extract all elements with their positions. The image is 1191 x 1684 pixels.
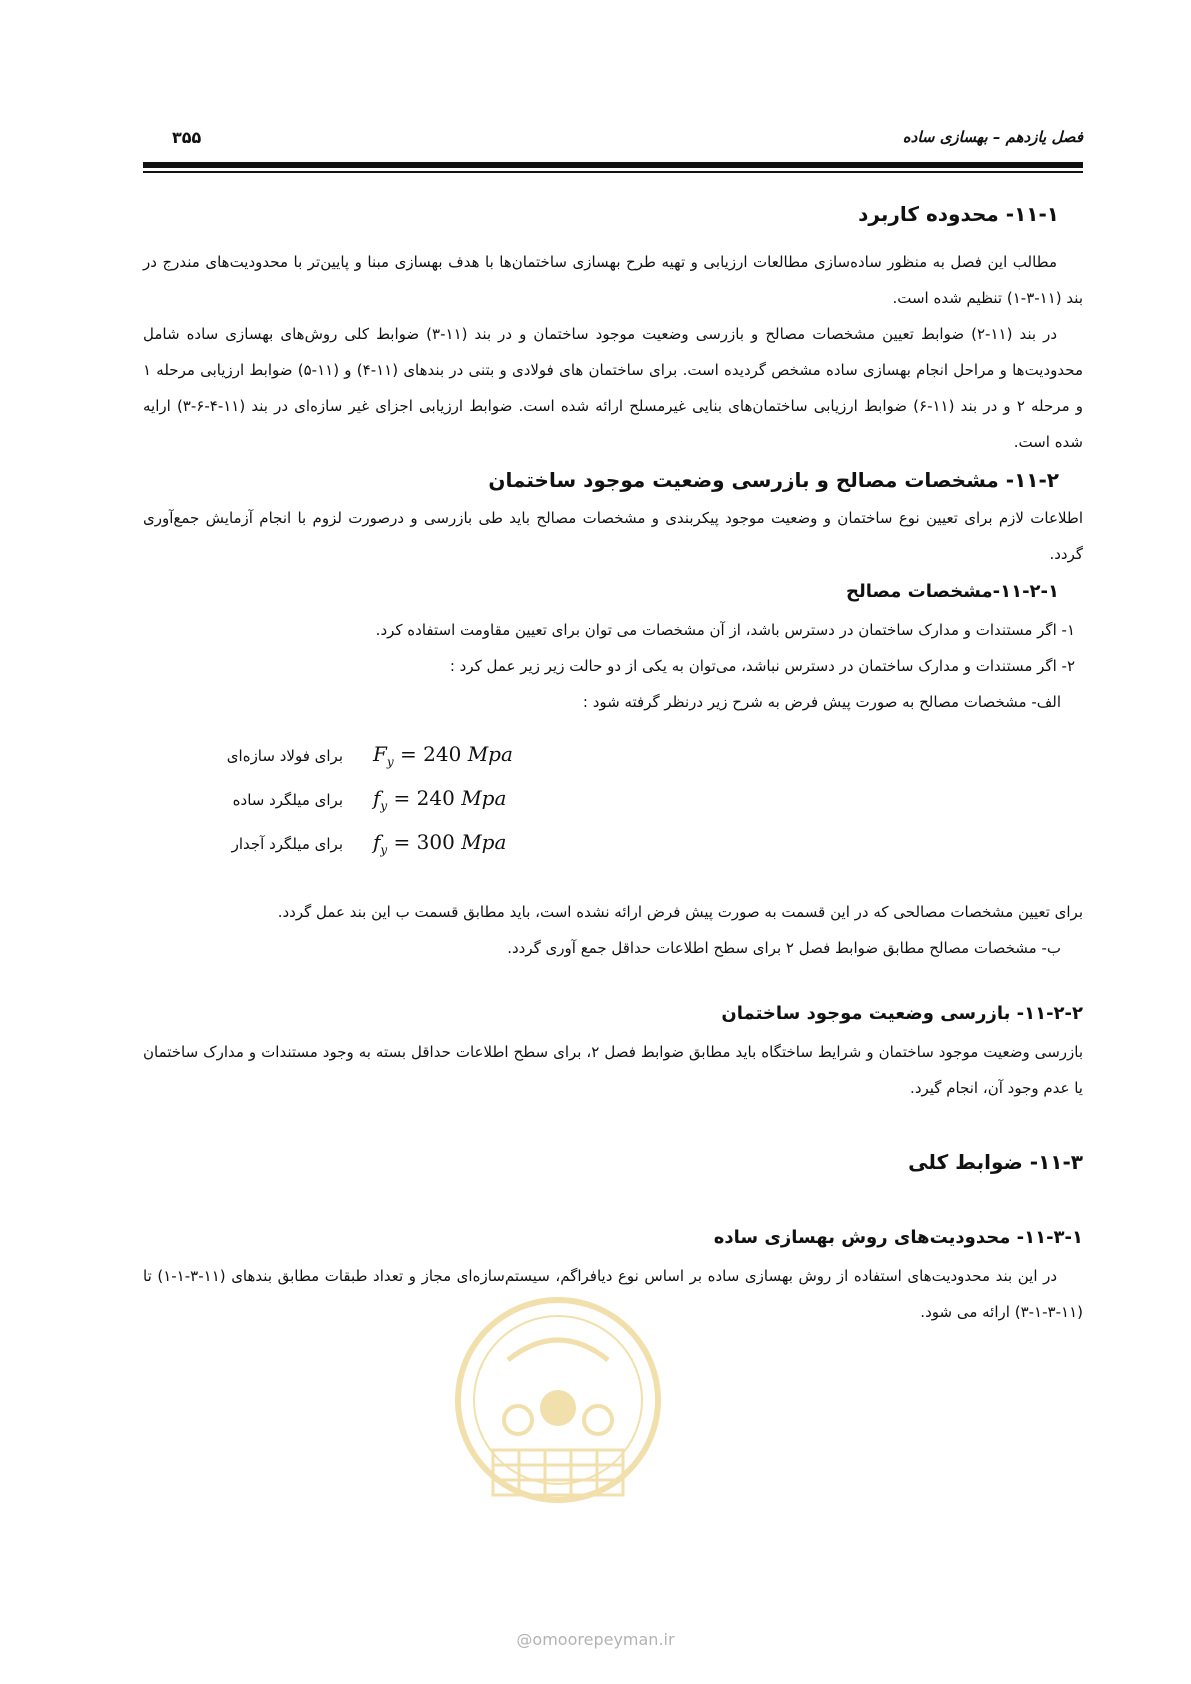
- section-heading-11-2: ۱۱-۲- مشخصات مصالح و بازرسی وضعیت موجود ساختمان: [488, 468, 1059, 492]
- section-heading-11-2-2: ۱۱-۲-۲- بازرسی وضعیت موجود ساختمان: [721, 1003, 1083, 1024]
- section-heading-11-1: ۱۱-۱- محدوده کاربرد: [858, 202, 1059, 226]
- formula-equation: [373, 736, 513, 780]
- section-heading-11-2-1: ۱۱-۲-۱-مشخصات مصالح: [845, 581, 1059, 602]
- paragraph: بازرسی وضعیت موجود ساختمان و شرایط ساختگاه باید مطابق ضوابط فصل ۲، برای سطح اطلاعات حداقل بسته به وجود مستندات و مدارک ساختمان یا عدم وجود آن، انجام گیرد.: [143, 1043, 1083, 1097]
- formula-symbol: f: [373, 786, 381, 810]
- formula-subscript: y: [386, 755, 394, 769]
- formula-symbol: f: [373, 830, 381, 854]
- document-body: [143, 190, 1083, 1330]
- formula-unit: Mpa: [461, 786, 507, 810]
- paragraph: در بند (۱۱-۲) ضوابط تعیین مشخصات مصالح و بازرسی وضعیت موجود ساختمان و در بند (۱۱-۳) ضوابط کلی روش‌های بهسازی ساده شامل محدودیت‌ها و مراحل انجام بهسازی ساده مشخص گردیده است. برای ساختمان های فولادی و بتنی در بندهای (۱۱-۴) و (۱۱-۵) ضوابط ارزیابی مرحله ۱ و مرحله ۲ و در بند (۱۱-۶) ضوابط ارزیابی ساختمان‌های بنایی غیرمسلح ارائه شده است. ضوابط ارزیابی اجزای غیر سازه‌ای در بند (۱۱-۴-۶-۳) ارایه شده است.: [143, 325, 1084, 451]
- formula-row: [143, 778, 1083, 822]
- paragraph: اطلاعات لازم برای تعیین نوع ساختمان و وضعیت موجود پیکربندی و مشخصات مصالح باید طی بازرسی و درصورت لزوم با انجام آزمایش جمع‌آوری گردد.: [143, 509, 1083, 563]
- formula-value: = 300: [393, 830, 455, 854]
- list-item: ۲- اگر مستندات و مدارک ساختمان در دسترس نباشد، می‌توان به یکی از دو حالت زیر زیر عمل کرد :: [449, 657, 1075, 675]
- formula-subscript: y: [380, 799, 388, 813]
- formula-label: برای فولاد سازه‌ای: [226, 747, 343, 765]
- watermark-seal-icon: [448, 1290, 668, 1520]
- formula-unit: Mpa: [467, 742, 513, 766]
- paragraph: برای تعیین مشخصات مصالحی که در این قسمت به صورت پیش فرض ارائه نشده است، باید مطابق قسمت ب این بند عمل گردد.: [277, 903, 1083, 921]
- chapter-title: فصل یازدهم – بهسازی ساده: [902, 128, 1083, 146]
- section-heading-11-3-1: ۱۱-۳-۱- محدودیت‌های روش بهسازی ساده: [713, 1227, 1083, 1248]
- formula-value: = 240: [400, 742, 462, 766]
- formula-value: = 240: [393, 786, 455, 810]
- formula-row: [143, 734, 1083, 778]
- list-item: ۱- اگر مستندات و مدارک ساختمان در دسترس باشد، از آن مشخصات می توان برای تعیین مقاومت استفاده کرد.: [375, 621, 1075, 639]
- paragraph: مطالب این فصل به منظور ساده‌سازی مطالعات ارزیابی و تهیه طرح بهسازی ساختمان‌ها با هدف بهسازی مبنا و پایین‌تر با محدودیت‌های مندرج در بند (۱۱-۳-۱) تنظیم شده است.: [143, 253, 1083, 307]
- formula-equation: [373, 780, 506, 824]
- list-item: ب- مشخصات مصالح مطابق ضوابط فصل ۲ برای سطح اطلاعات حداقل جمع آوری گردد.: [507, 939, 1061, 957]
- formula-subscript: y: [380, 843, 388, 857]
- formula-equation: [373, 824, 506, 868]
- paragraph: در این بند محدودیت‌های استفاده از روش بهسازی ساده بر اساس نوع دیافراگم، سیستم‌سازه‌ای مجاز و تعداد طبقات مطابق بندهای (۱۱-۳-۱-۱) تا (۱۱-۳-۱-۳) ارائه می شود.: [143, 1267, 1083, 1321]
- formula-label: برای میلگرد ساده: [232, 791, 343, 809]
- formula-row: [143, 822, 1083, 866]
- header-rule-thick: [143, 162, 1083, 168]
- formula-unit: Mpa: [461, 830, 507, 854]
- page-number: ۳۵۵: [172, 128, 202, 147]
- section-heading-11-3: ۱۱-۳- ضوابط کلی: [908, 1150, 1083, 1174]
- watermark-caption: @omoorepeyman.ir: [516, 1630, 675, 1649]
- list-item: الف- مشخصات مصالح به صورت پیش فرض به شرح زیر درنظر گرفته شود :: [582, 693, 1061, 711]
- formula-symbol: F: [373, 742, 387, 766]
- header-rule-thin: [143, 171, 1083, 173]
- formula-label: برای میلگرد آجدار: [231, 835, 343, 853]
